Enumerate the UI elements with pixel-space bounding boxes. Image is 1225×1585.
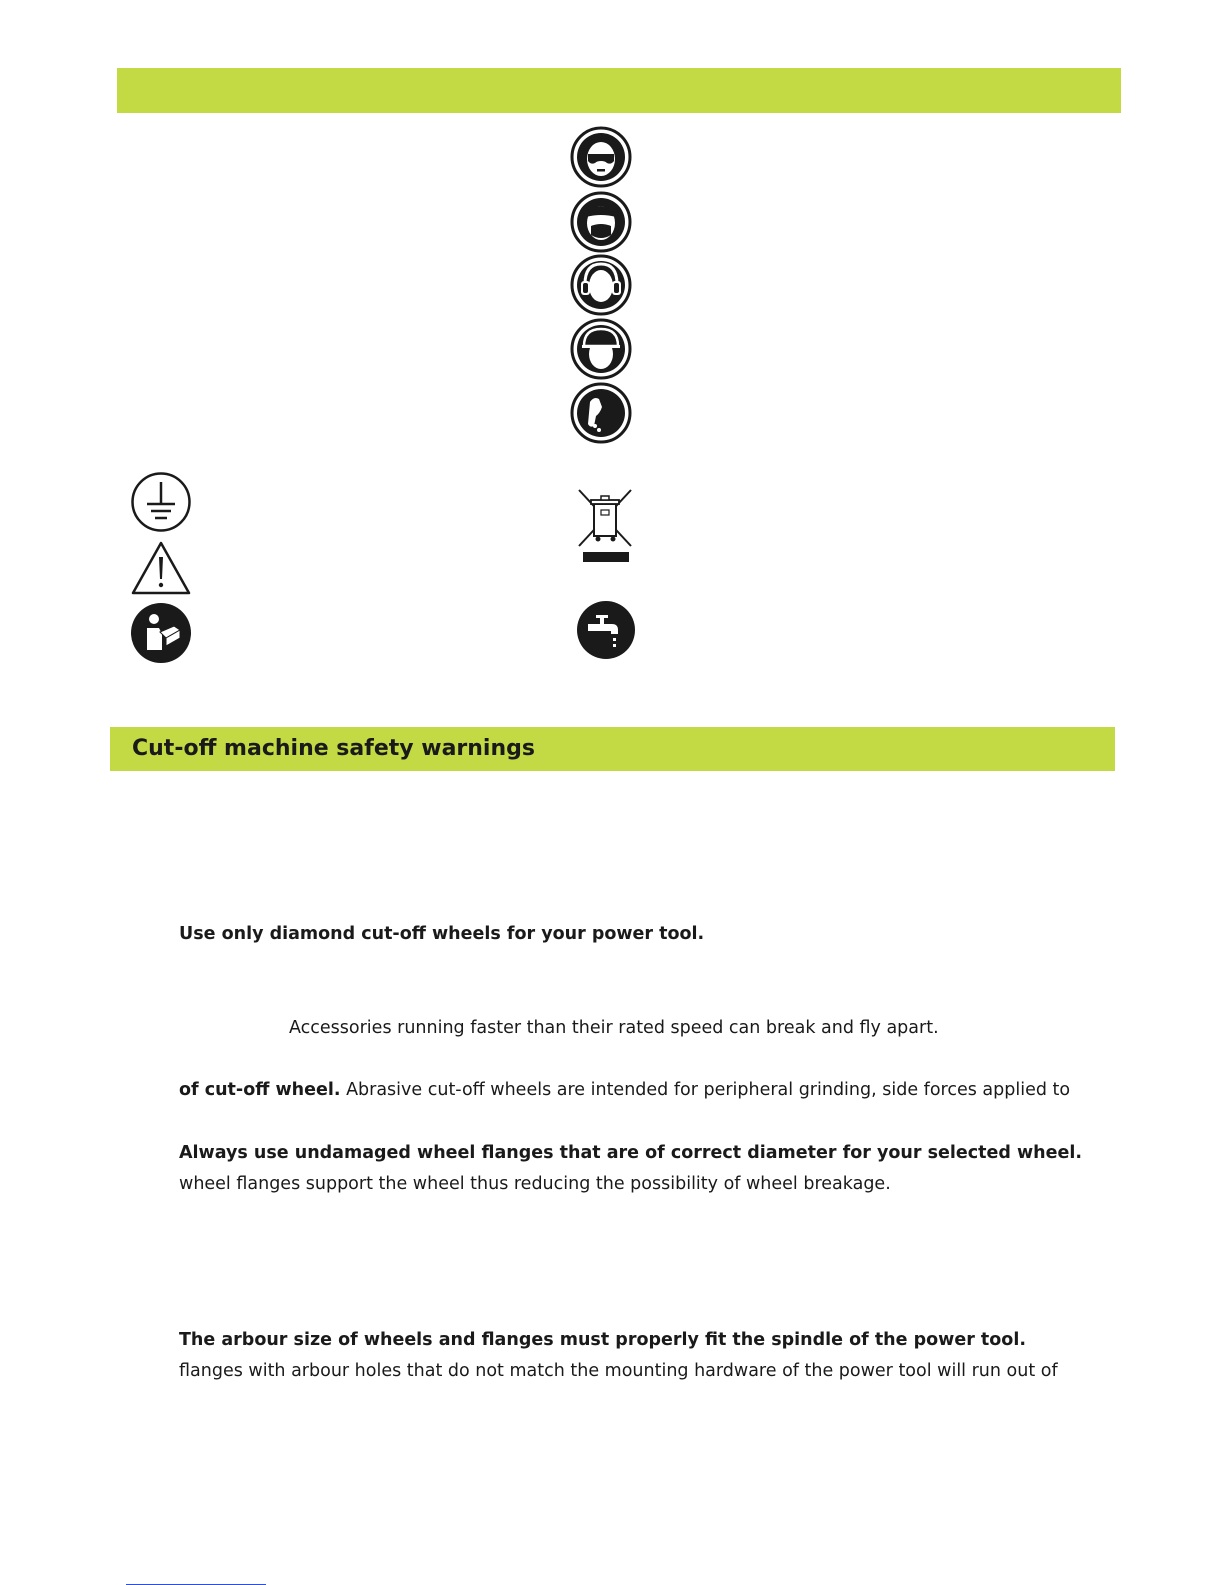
body-line: wheel flanges support the wheel thus reducing the possibility of wheel breakage. <box>179 1174 891 1194</box>
body-line: Accessories running faster than their rated speed can break and fly apart. <box>289 1018 939 1038</box>
eye-protection-icon <box>570 126 632 188</box>
read-manual-icon <box>130 602 192 664</box>
hand-protection-icon <box>570 382 632 444</box>
dust-mask-icon <box>570 191 632 253</box>
warning-triangle-icon <box>130 540 192 596</box>
weee-bin-icon <box>576 486 636 564</box>
body-line: Use only diamond cut-off wheels for your power tool. <box>179 924 705 944</box>
head-protection-icon <box>570 318 632 380</box>
section-heading-band <box>110 727 1115 771</box>
body-line: of cut-off wheel. Abrasive cut-off wheels are intended for peripheral grinding, side forces applied to <box>179 1080 1071 1100</box>
body-line: Always use undamaged wheel flanges that are of correct diameter for your selected wheel. <box>179 1143 1082 1163</box>
protective-earth-icon <box>130 471 192 533</box>
body-line: flanges with arbour holes that do not match the mounting hardware of the power tool will run out of <box>179 1361 1058 1381</box>
header-band <box>117 68 1121 113</box>
water-tap-icon <box>576 600 636 660</box>
section-title: Cut-off machine safety warnings <box>132 736 535 761</box>
body-line: The arbour size of wheels and flanges must properly fit the spindle of the power tool. <box>179 1330 1026 1350</box>
ear-protection-icon <box>570 254 632 316</box>
